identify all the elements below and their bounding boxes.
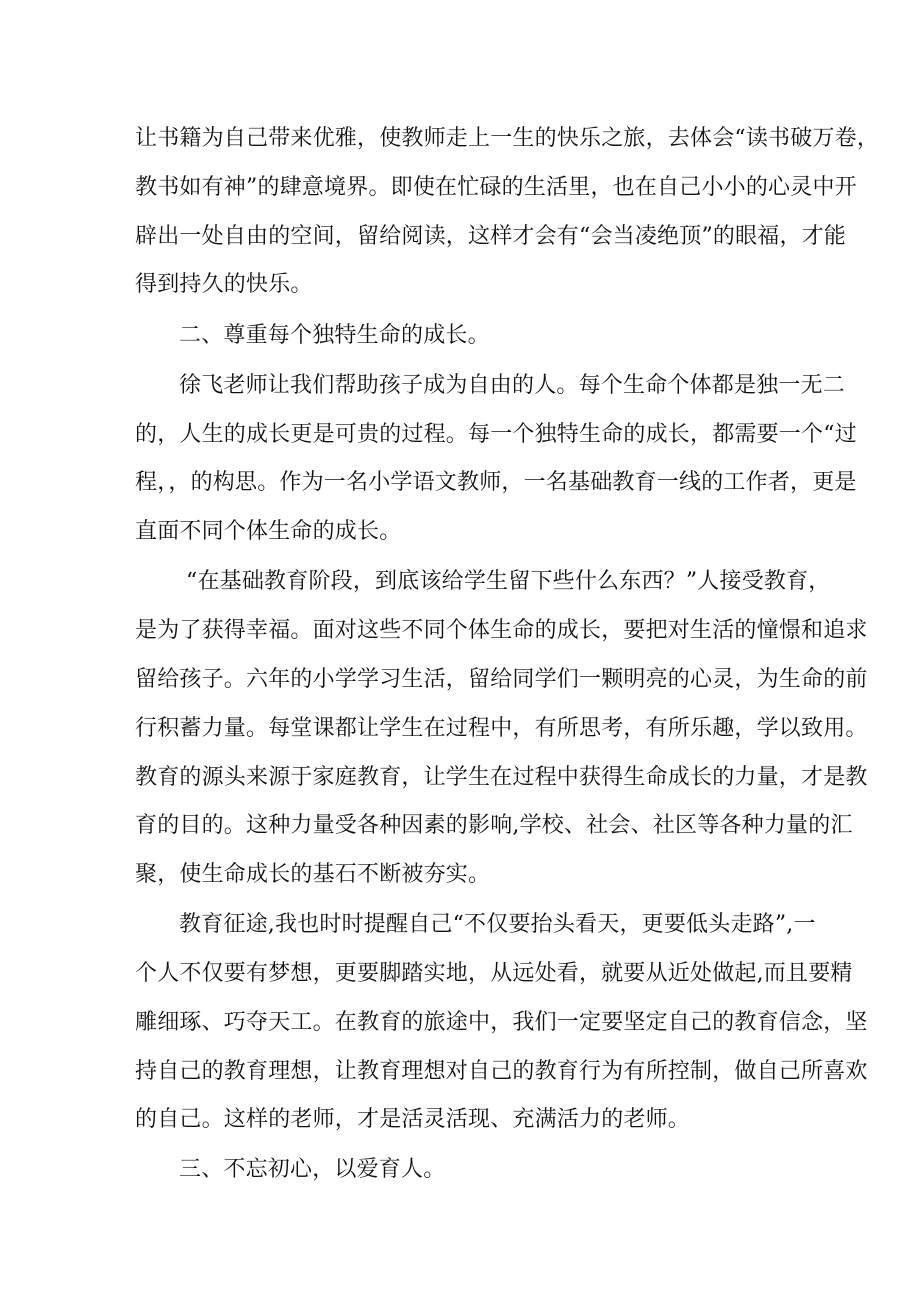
paragraph-line: 教书如有神”的肆意境界。即使在忙碌的生活里，也在自己小小的心灵中开 xyxy=(135,175,857,200)
paragraph-line: 的，人生的成长更是可贵的过程。每一个独特生命的成长，都需要一个“过 xyxy=(135,422,857,447)
paragraph-line: 个人不仅要有梦想，更要脚踏实地，从远处看，就要从近处做起,而且要精 xyxy=(135,961,853,986)
paragraph-line: 让书籍为自己带来优雅，使教师走上一生的快乐之旅，去体会“读书破万卷， xyxy=(135,126,880,151)
paragraph-line: 直面不同个体生命的成长。 xyxy=(135,519,402,544)
paragraph-line: 得到持久的快乐。 xyxy=(135,272,313,297)
paragraph-line: 育的目的。这种力量受各种因素的影响,学校、社会、社区等各种力量的汇 xyxy=(135,813,853,838)
paragraph-line: 的自己。这样的老师，才是活灵活现、充满活力的老师。 xyxy=(135,1107,691,1132)
paragraph-line: 雕细琢、巧夺天工。在教育的旅途中，我们一定要坚定自己的教育信念，坚 xyxy=(135,1010,868,1035)
section-heading: 三、不忘初心，以爱育人。 xyxy=(179,1157,446,1182)
paragraph-line: “在基础教育阶段，到底该给学生留下些什么东西？”人接受教育， xyxy=(186,569,831,594)
paragraph-line: 持自己的教育理想，让教育理想对自己的教育行为有所控制，做自己所喜欢 xyxy=(135,1059,868,1084)
paragraph-line: 教育的源头来源于家庭教育，让学生在过程中获得生命成长的力量，才是教 xyxy=(135,765,868,790)
section-heading: 二、尊重每个独特生命的成长。 xyxy=(179,323,490,348)
paragraph-line: 留给孩子。六年的小学学习生活，留给同学们一颗明亮的心灵，为生命的前 xyxy=(135,667,868,692)
paragraph-line: 聚，使生命成长的基石不断被夯实。 xyxy=(135,862,491,887)
paragraph-line: 教育征途,我也时时提醒自己“不仅要抬头看天，更要低头走路”,一 xyxy=(179,912,816,937)
paragraph-line: 程，，的构思。作为一名小学语文教师，一名基础教育一线的工作者，更是 xyxy=(135,470,857,495)
paragraph-line: 行积蓄力量。每堂课都让学生在过程中，有所思考，有所乐趣，学以致用。 xyxy=(135,716,868,741)
paragraph-line: 辟出一处自由的空间，留给阅读，这样才会有“会当凌绝顶”的眼福，才能 xyxy=(135,224,847,249)
paragraph-line: 徐飞老师让我们帮助孩子成为自由的人。每个生命个体都是独一无二 xyxy=(179,373,846,398)
paragraph-line: 是为了获得幸福。面对这些不同个体生命的成长，要把对生活的憧憬和追求 xyxy=(135,618,868,643)
